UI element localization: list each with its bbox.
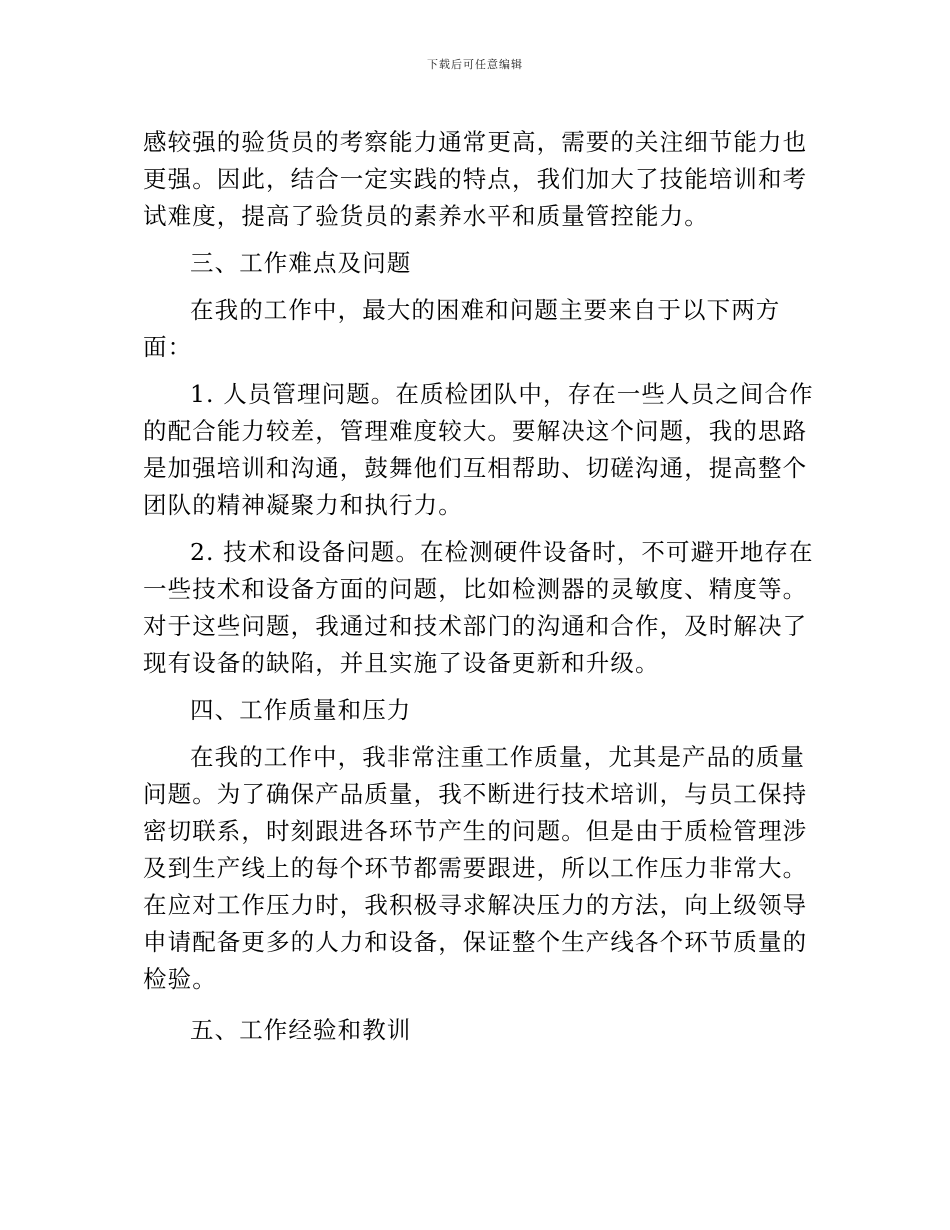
- text-line: 试难度，提高了验货员的素养水平和质量管控能力。: [143, 202, 709, 230]
- text-line: 在我的工作中，最大的困难和问题主要来自于以下两方: [190, 296, 781, 324]
- text-line: 2. 技术和设备问题。在检测硬件设备时，不可避开地存在: [190, 538, 814, 566]
- text-line: 现有设备的缺陷，并且实施了设备更新和升级。: [143, 649, 660, 677]
- text-line: 对于这些问题，我通过和技术部门的沟通和合作，及时解决了: [143, 612, 808, 640]
- document-body: [143, 124, 814, 1049]
- text-line: 在我的工作中，我非常注重工作质量，尤其是产品的质量: [190, 743, 805, 771]
- text-line: 问题。为了确保产品质量，我不断进行技术培训，与员工保持: [143, 780, 808, 808]
- text-line: 感较强的验货员的考察能力通常更高，需要的关注细节能力也: [143, 128, 808, 156]
- text-line: 检验。: [143, 965, 217, 993]
- text-line: 是加强培训和沟通，鼓舞他们互相帮助、切磋沟通，提高整个: [143, 454, 808, 482]
- text-line: 申请配备更多的人力和设备，保证整个生产线各个环节质量的: [143, 928, 808, 956]
- text-line: 一些技术和设备方面的问题，比如检测器的灵敏度、精度等。: [143, 575, 808, 603]
- text-line: 在应对工作压力时，我积极寻求解决压力的方法，向上级领导: [143, 891, 808, 919]
- text-line: 的配合能力较差，管理难度较大。要解决这个问题，我的思路: [143, 417, 808, 445]
- section-heading: 三、工作难点及问题: [190, 249, 412, 277]
- section-heading: 四、工作质量和压力: [190, 696, 412, 724]
- section-heading: 五、工作经验和教训: [190, 1016, 412, 1044]
- text-line: 密切联系，时刻跟进各环节产生的问题。但是由于质检管理涉: [143, 817, 808, 845]
- page-header: 下载后可任意编辑: [427, 58, 523, 71]
- text-line: 1. 人员管理问题。在质检团队中，存在一些人员之间合作: [190, 380, 814, 408]
- text-line: 团队的精神凝聚力和执行力。: [143, 491, 463, 519]
- text-line: 及到生产线上的每个环节都需要跟进，所以工作压力非常大。: [143, 854, 808, 882]
- text-line: 更强。因此，结合一定实践的特点，我们加大了技能培训和考: [143, 165, 808, 193]
- text-line: 面：: [143, 333, 193, 361]
